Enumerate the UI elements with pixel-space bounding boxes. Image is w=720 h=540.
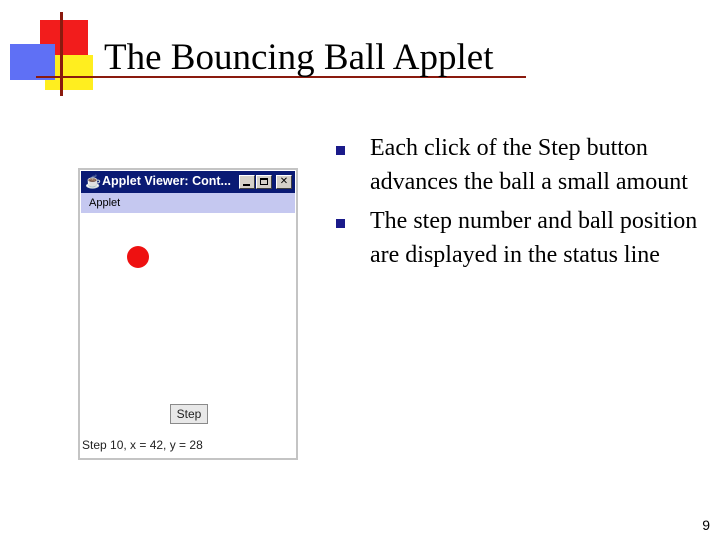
bullet-item — [334, 205, 714, 272]
window-titlebar[interactable] — [81, 171, 295, 193]
window-title: Applet Viewer: Cont... — [102, 174, 231, 188]
bullet-text: The step number and ball position are displayed in the status line — [370, 208, 698, 268]
bullet-square-icon — [336, 219, 345, 228]
page-number: 9 — [702, 517, 710, 533]
bullet-text: Each click of the Step button advances the ball a small amount — [370, 135, 688, 195]
maximize-button[interactable] — [256, 175, 272, 189]
close-icon: ✕ — [279, 176, 289, 187]
decor-vertical-rule — [60, 12, 63, 96]
menu-applet[interactable]: Applet — [89, 197, 121, 209]
decor-blue-square — [10, 44, 55, 80]
bullet-square-icon — [336, 146, 345, 155]
bullet-list — [334, 132, 714, 272]
minimize-icon — [243, 184, 250, 186]
minimize-button[interactable] — [239, 175, 255, 189]
bouncing-ball — [127, 246, 149, 268]
maximize-icon — [260, 178, 268, 185]
close-button[interactable] — [276, 175, 292, 189]
slide-title: The Bouncing Ball Applet — [104, 37, 494, 78]
applet-viewer-window — [78, 168, 298, 460]
status-line: Step 10, x = 42, y = 28 — [82, 438, 203, 452]
menu-bar — [81, 193, 295, 213]
java-cup-icon: ☕ — [85, 174, 102, 189]
bullet-item — [334, 132, 714, 199]
step-button[interactable]: Step — [170, 404, 208, 424]
